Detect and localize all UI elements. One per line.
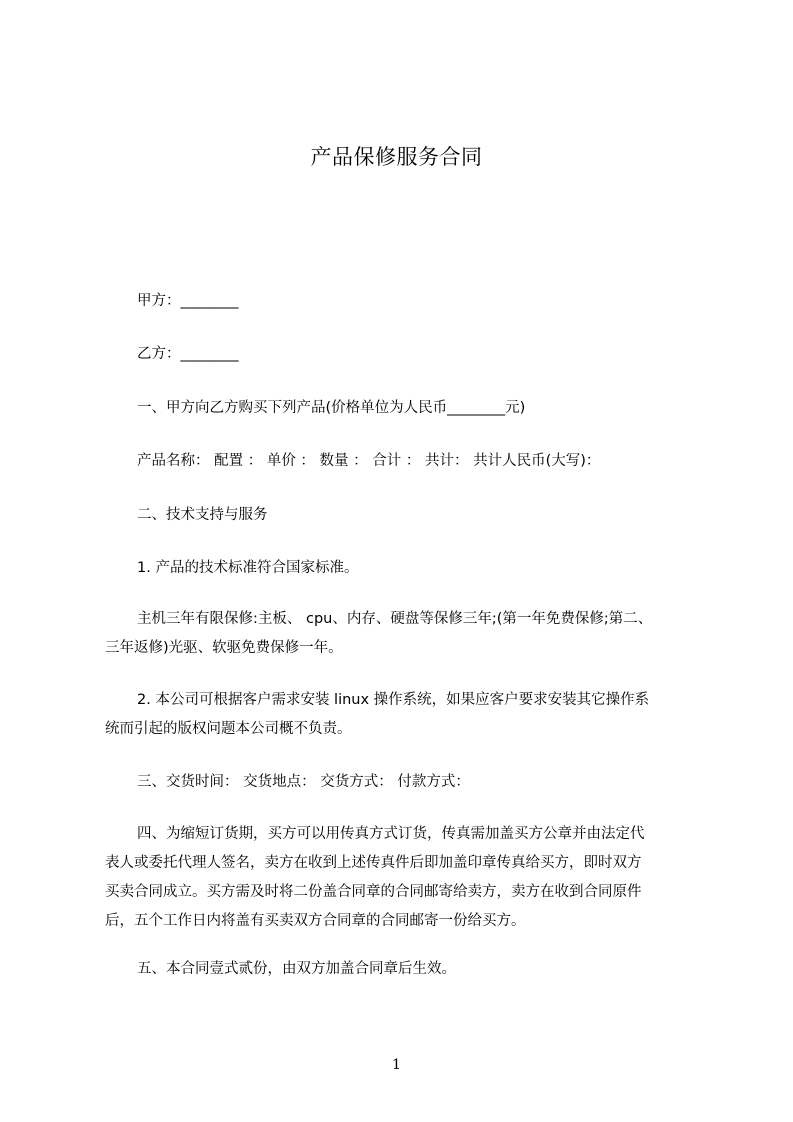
section-4-line-3: 买卖合同成立。买方需及时将二份盖合同章的合同邮寄给卖方，卖方在收到合同原件 bbox=[105, 884, 642, 900]
warranty-line-2: 三年返修)光驱、软驱免费保修一年。 bbox=[105, 640, 343, 656]
warranty-line-1: 主机三年有限保修:主板、 cpu、内存、硬盘等保修三年;(第一年免费保修;第二、 bbox=[137, 611, 653, 627]
section-4-paragraph bbox=[105, 820, 645, 936]
section-4-line-1: 四、为缩短订货期，买方可以用传真方式订货，传真需加盖买方公章并由法定代 bbox=[137, 826, 645, 842]
section-4-line-2: 表人或委托代理人签名，卖方在收到上述传真件后即加盖印章传真给买方，即时双方 bbox=[105, 855, 642, 871]
section-4-line-4: 后，五个工作日内将盖有买卖双方合同章的合同邮寄一份给买方。 bbox=[105, 913, 526, 929]
party-b-line: 乙方：________ bbox=[137, 346, 239, 362]
section-2-heading: 二、技术支持与服务 bbox=[137, 507, 268, 523]
page-number: 1 bbox=[392, 1057, 401, 1073]
item-2-line-1: 2. 本公司可根据客户需求安装 linux 操作系统，如果应客户要求安装其它操作系 bbox=[137, 692, 650, 708]
item-2-paragraph bbox=[105, 686, 649, 744]
section-3-line: 三、交货时间： 交货地点： 交货方式： 付款方式： bbox=[137, 774, 470, 790]
item-2-line-2: 统而引起的版权问题本公司概不负责。 bbox=[105, 721, 352, 737]
document-title: 产品保修服务合同 bbox=[310, 145, 483, 169]
section-5-line: 五、本合同壹式贰份，由双方加盖合同章后生效。 bbox=[137, 961, 456, 977]
section-1-heading: 一、甲方向乙方购买下列产品(价格单位为人民币________元) bbox=[137, 400, 526, 416]
item-1-paragraph: 1. 产品的技术标准符合国家标准。 bbox=[137, 560, 359, 576]
party-a-line: 甲方：________ bbox=[137, 293, 239, 309]
product-fields-line: 产品名称： 配置 ： 单价 ： 数量 ： 合计 ： 共计： 共计人民币(大写)： bbox=[137, 453, 601, 469]
warranty-paragraph bbox=[105, 605, 652, 663]
